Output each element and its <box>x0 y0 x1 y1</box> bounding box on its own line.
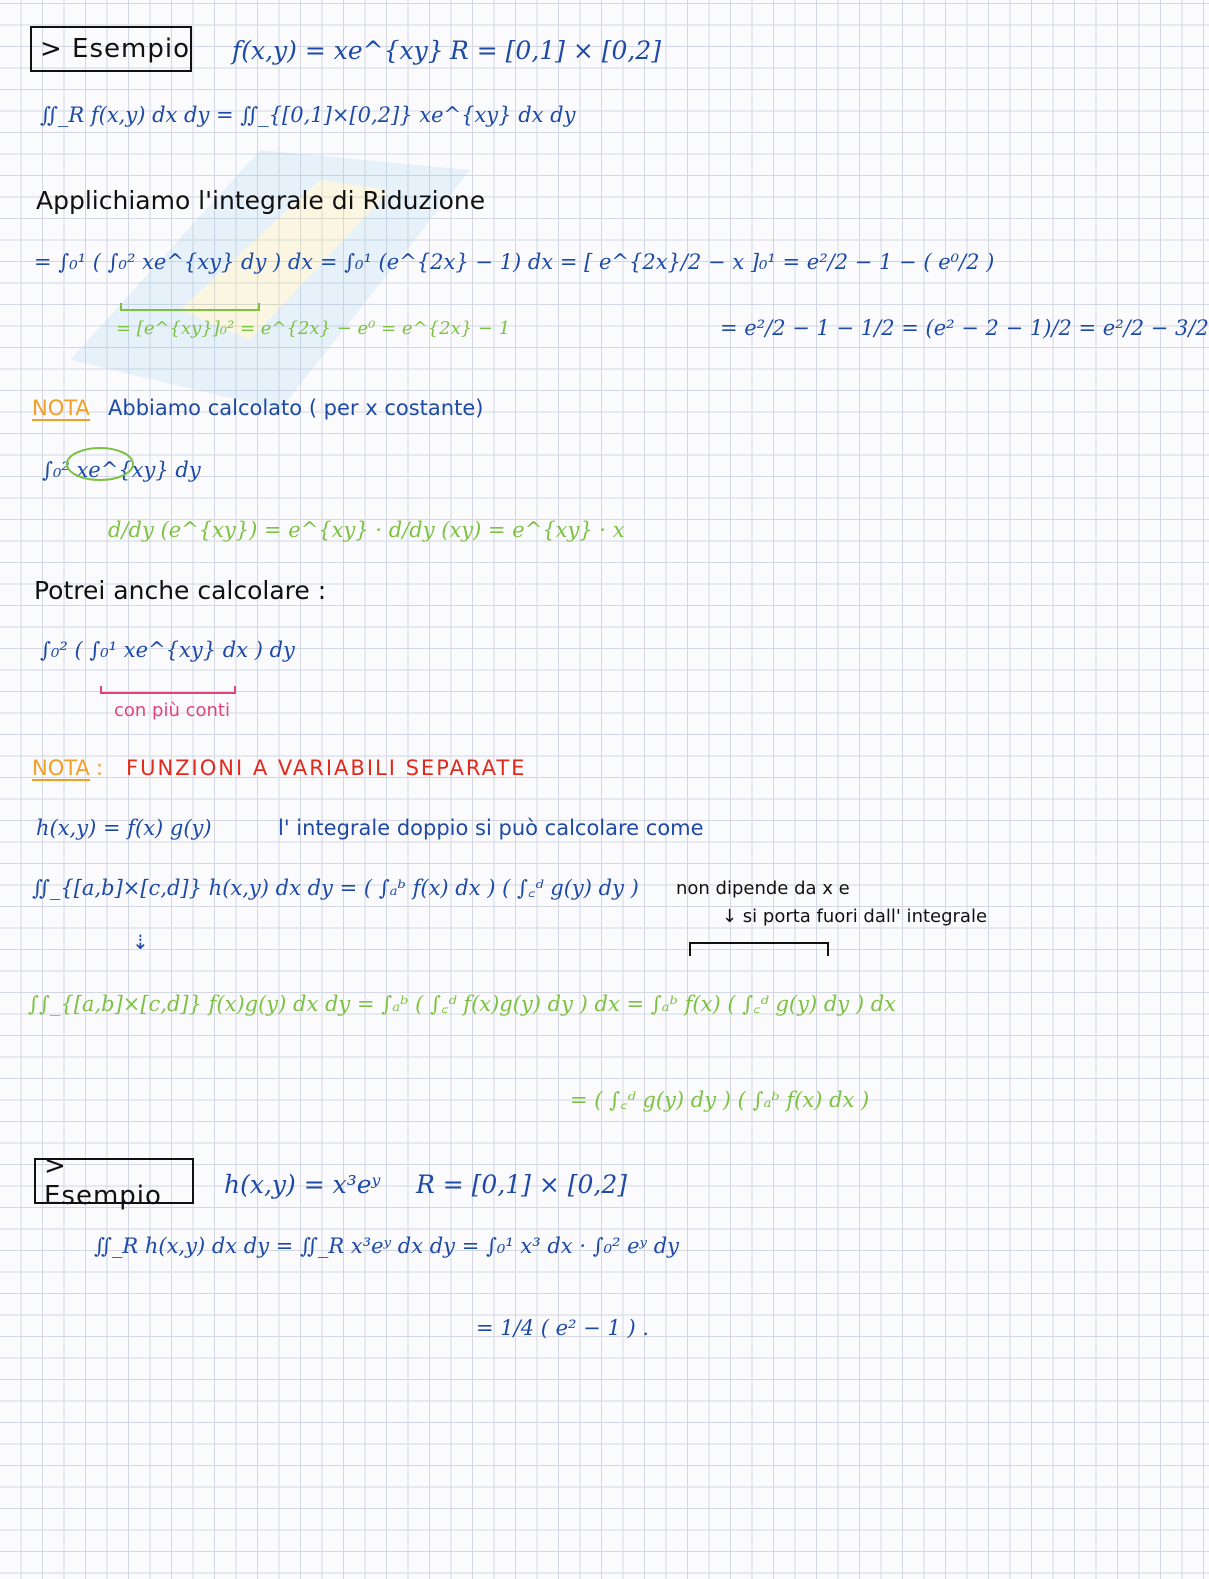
down-arrow-icon: ⇣ <box>132 930 149 954</box>
note-2-proof-2: = ( ∫꜀ᵈ g(y) dy ) ( ∫ₐᵇ f(x) dx ) <box>570 1088 870 1112</box>
watermark-logo <box>60 110 480 440</box>
alt-integral-brace <box>100 686 236 694</box>
example-2-label: > Esempio <box>34 1158 194 1204</box>
note-2-comment-1: non dipende da x e <box>676 878 850 899</box>
note-2-comment-2: ↓ si porta fuori dall' integrale <box>722 906 988 927</box>
example-1-inner-result: = [e^{xy}]₀² = e^{2x} − e⁰ = e^{2x} − 1 <box>116 318 511 339</box>
example-1-domain: R = [0,1] × [0,2] <box>450 36 662 65</box>
note-2-definition-text: l' integrale doppio si può calcolare come <box>278 816 704 840</box>
bracket-shape <box>688 940 830 958</box>
example-1-double-integral: ∬_R f(x,y) dx dy = ∬_{[0,1]×[0,2]} xe^{xy} dx dy <box>40 103 576 127</box>
note-2-title: FUNZIONI A VARIABILI SEPARATE <box>126 756 527 780</box>
note-2-proof-1: ∫∫_{[a,b]×[c,d]} f(x)g(y) dx dy = ∫ₐᵇ ( ∫꜀ᵈ f(x)g(y) dy ) dx = ∫ₐᵇ f(x) ( ∫꜀ᵈ g(y) dy ) dx <box>28 992 896 1016</box>
example-1-final-line: = e²/2 − 1 − 1/2 = (e² − 2 − 1)/2 = e²/2 − 3/2 <box>720 316 1209 340</box>
example-2-result: = 1/4 ( e² − 1 ) . <box>476 1316 649 1340</box>
example-2-function: h(x,y) = x³eʸ <box>224 1170 381 1199</box>
note-2-definition: h(x,y) = f(x) g(y) <box>36 816 212 840</box>
example-1-reduction-line: = ∫₀¹ ( ∫₀² xe^{xy} dy ) dx = ∫₀¹ (e^{2x} − 1) dx = [ e^{2x}/2 − x ]₀¹ = e²/2 − 1 − ( e⁰/2 ) <box>34 250 995 274</box>
example-1-function: f(x,y) = xe^{xy} <box>232 36 444 65</box>
example-1-method: Applichiamo l'integrale di Riduzione <box>36 186 486 215</box>
note-2-formula: ∬_{[a,b]×[c,d]} h(x,y) dx dy = ( ∫ₐᵇ f(x) dx ) ( ∫꜀ᵈ g(y) dy ) <box>32 876 639 900</box>
note-1-derivative: d/dy (e^{xy}) = e^{xy} · d/dy (xy) = e^{xy} · x <box>108 518 625 542</box>
note-1-label: NOTA <box>32 396 90 420</box>
example-2-domain: R = [0,1] × [0,2] <box>416 1170 628 1199</box>
note-1-alt-integral: ∫₀² ( ∫₀¹ xe^{xy} dx ) dy <box>40 638 295 662</box>
note-1-integral: ∫₀² xe^{xy} dy <box>42 458 201 482</box>
note-1-text: Abbiamo calcolato ( per x costante) <box>108 396 484 420</box>
note-2-label: NOTA <box>32 756 90 780</box>
highlight-circle <box>64 444 136 484</box>
note-1-alt-text: Potrei anche calcolare : <box>34 576 327 605</box>
example-1-label: > Esempio <box>30 26 192 72</box>
example-2-integral: ∬_R h(x,y) dx dy = ∬_R x³eʸ dx dy = ∫₀¹ x³ dx · ∫₀² eʸ dy <box>94 1234 679 1258</box>
note-1-alt-comment: con più conti <box>114 700 230 721</box>
note-2-colon: : <box>96 756 104 780</box>
inner-integral-brace <box>120 303 260 311</box>
